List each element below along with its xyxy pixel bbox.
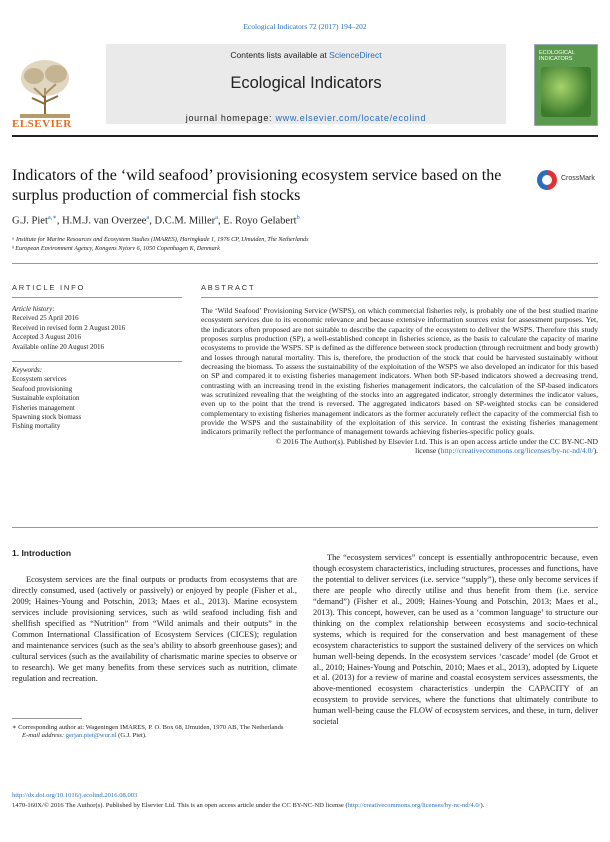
copyright-text: © 2016 The Author(s). Published by Elsevier Ltd. This is an open access article under the CC BY-NC-ND — [275, 436, 598, 446]
history-item: Available online 20 August 2016 — [12, 342, 105, 351]
crossmark-label: CrossMark — [561, 175, 595, 182]
history-item: Received 25 April 2016 — [12, 314, 79, 323]
history-item: Received in revised form 2 August 2016 — [12, 323, 126, 332]
crossmark-badge[interactable] — [537, 170, 601, 192]
abstract-heading: ABSTRACT — [201, 283, 256, 292]
corresponding-author-footnote: ∗ Corresponding author at: Wageningen IMARES, P. O. Box 68, IJmuiden, 1970 AB, The Netherlands E-mail address: gerjan.piet@wur.nl (G.J. Piet). — [12, 724, 300, 741]
issn-license-line: 1470-160X/© 2016 The Author(s). Published by Elsevier Ltd. This is an open access article under the CC BY-NC-ND license (http://creativecommons.org/licenses/by-nc-nd/4.0/). — [12, 802, 485, 809]
email-label: E-mail address: — [22, 732, 66, 740]
cover-image — [541, 67, 591, 117]
keywords — [12, 366, 182, 432]
doi-link[interactable]: http://dx.doi.org/10.1016/j.ecolind.2016.08.003 — [12, 792, 138, 799]
history-label: Article history: — [12, 305, 55, 313]
keyword: Fishing mortality — [12, 422, 61, 431]
abstract-copyright: © 2016 The Author(s). Published by Elsevier Ltd. This is an open access article under the CC BY-NC-ND license (http://creativecommons.org/licenses/by-nc-nd/4.0/). — [201, 437, 598, 456]
abstract-rule — [201, 297, 598, 298]
keyword: Fisheries management — [12, 403, 75, 412]
article-history — [12, 305, 182, 352]
article-info-rule — [12, 297, 182, 298]
abstract-text: The ‘Wild Seafood’ Provisioning Service (WSPS), on which commercial fisheries rely, is probably one of the best studied marine ecosystem services due to its economic relevance and because extensive information sources exist for assessment purposes. Yet, the indicators often proposed are not suitable to describe the capacity of the ecosystem to deliver the WSPS. Therefore this study proposes surplus production (SP), a well-established concept in fisheries science, as the basis to calculate the capacity of marine ecosystems to provide the WSPS. SP is defined as the difference between stock production (through recruitment and body growth) and losses through natural mortality. This is, therefore, the production of the stock that could be harvested sustainably without decreasing the biomass. To assess the sustainability of the exploitation of the WSPS we also developed an indicator for this based on SP and compared it to existing fisheries management indicators. When both SP-based indicators showed a decreasing trend, contrasting with an increasing trend in the existing fisheries management indicators, the calculation of the SP-based indicators was scrutinized revealing that the weighting of the stocks into an aggregated indicator, strongly determines the indicator values, even up to the point that the trend is reversed. The aggregated indicators based on SP-weighted stocks can be considered complementary to existing fisheries management indicators as the former accurately reflect the capacity of the commercial fish to provide the WSPS and the sustainability of the exploitation of this service. In contrast the existing fisheries management indicators primarily reflect the performance of management towards achieving fisheries-specific policy goals. — [201, 306, 598, 437]
keywords-rule — [12, 361, 182, 362]
author-affiliation-mark[interactable]: b — [296, 214, 300, 221]
journal-homepage — [106, 113, 506, 123]
journal-title: Ecological Indicators — [230, 74, 382, 92]
intro-right-column — [313, 553, 598, 728]
homepage-label: journal homepage: — [185, 113, 276, 123]
keyword: Ecosystem services — [12, 375, 67, 384]
article-info-heading: ARTICLE INFO — [12, 283, 86, 292]
doi-line — [12, 792, 598, 800]
abstract-body — [201, 306, 598, 456]
author-affiliation-mark[interactable]: a — [215, 214, 219, 221]
sciencedirect-link[interactable]: ScienceDirect — [329, 50, 382, 60]
contents-line — [106, 50, 506, 60]
keyword: Spawning stock biomass — [12, 413, 82, 422]
keyword: Sustainable exploitation — [12, 394, 80, 403]
history-item: Accepted 3 August 2016 — [12, 333, 82, 342]
author-affiliation-mark[interactable]: a — [146, 214, 150, 221]
homepage-link[interactable]: www.elsevier.com/locate/ecolind — [275, 113, 427, 123]
bottom-license-link[interactable]: http://creativecommons.org/licenses/by-nc-nd/4.0/ — [347, 802, 481, 809]
journal-cover — [534, 44, 598, 126]
journal-banner — [106, 44, 506, 124]
author-name: D.C.M. Miller — [154, 215, 216, 227]
abstract-end-rule — [12, 527, 598, 528]
author-name: H.M.J. van Overzee — [62, 215, 147, 227]
intro-left-column — [12, 575, 297, 685]
keyword: Seafood provisioning — [12, 384, 73, 393]
email-link[interactable]: gerjan.piet@wur.nl — [65, 732, 117, 740]
publisher-name: ELSEVIER — [12, 118, 72, 130]
keywords-label: Keywords: — [12, 366, 43, 374]
issn-text: 1470-160X/© 2016 The Author(s). Published by Elsevier Ltd. This is an open access article under the CC BY-NC-ND license ( — [12, 802, 348, 809]
corresponding-author: ∗ Corresponding author at: Wageningen IMARES, P. O. Box 68, IJmuiden, 1970 AB, The Netherlands — [12, 724, 284, 731]
intro-paragraph: Ecosystem services are the final outputs or products from ecosystems that are directly consumed, used (actively or passively) or enjoyed by people (Fisher et al., 2009; Haines-Young and Potschin, 2013; Maes et al., 2013). Marine ecosystem services include provisioning services, such as wild seafood including fish and shellfish specified as “Nutrition” from “Wild animals and their outputs” in the Common International Classification of Ecosystem Services (CICES); regulation and maintenance services (such as the sea’s ability to absorb greenhouse gases); and cultural services (such as the availability of charismatic marine species to observe or to research). We get many benefits from these services such as nutrition, climate regulation and recreation. — [12, 575, 297, 683]
author-name: G.J. Piet — [12, 215, 48, 227]
masthead — [12, 44, 598, 131]
cover-title: ECOLOGICAL INDICATORS — [539, 50, 575, 62]
article-title: Indicators of the ‘wild seafood’ provisioning ecosystem service based on the surplus production of commercial fish stocks — [12, 167, 502, 204]
header-rule — [12, 135, 598, 137]
intro-paragraph: The “ecosystem services” concept is essentially anthropocentric because, even though ecosystem characteristics, including structures, processes and functions, have the potential to deliver services (i.e. service “supply”), these only become services if there are people who directly utilise and thus benefit from them (i.e. service “demand”) (Fisher et al., 2009; Haines-Young and Potschin, 2013; Maes et al., 2013). This concept, however, can be used as a ‘common language’ to structure our thinking on the complex relationship between ecosystems and socio-technical systems, which is required for the conservation and best management of these ecosystem characteristics to support the sustained delivery of the services on which human well-being depends. In the ecosystem services ‘cascade’ model (de Groot et al., 2010; Haines-Young and Potschin, 2010; Maes et al., 2013), adopted by Liquete et al. (2013) for a review of marine and coastal ecosystem services assessments, the above-mentioned ecosystem characteristics underpin the CAPACITY of an ecosystem to provide services, where the functions that ultimately contribute to human well-being cause the FLOW of ecosystem services, and these, in turn, deliver societal — [313, 553, 598, 727]
affiliation-rule — [12, 263, 598, 264]
crossmark-icon — [537, 170, 557, 190]
author-list: G.J. Piet$^{a,∗}$, H.M.J. van Overzee$^a$, D.C.M. Miller$^a$, E. Royo Gelabert$^b$ — [12, 214, 300, 227]
affiliation-b: ᵇ European Environment Agency, Kongens Nytorv 6, 1050 Copenhagen K, Denmark — [12, 245, 220, 252]
author-affiliation-mark[interactable]: a,∗ — [47, 214, 57, 221]
section-heading-introduction: 1. Introduction — [12, 548, 72, 558]
footnote-rule — [12, 718, 82, 719]
author-name: E. Royo Gelabert — [223, 215, 297, 227]
contents-prefix: Contents lists available at — [230, 50, 330, 60]
journal-reference[interactable]: Ecological Indicators 72 (2017) 194–202 — [243, 22, 367, 31]
license-link[interactable]: http://creativecommons.org/licenses/by-nc-nd/4.0/ — [440, 446, 594, 456]
affiliation-a: ᵃ Institute for Marine Resources and Ecosystem Studies (IMARES), Haringkade 1, 1976 CP, IJmuiden, The Netherlands — [12, 236, 309, 243]
